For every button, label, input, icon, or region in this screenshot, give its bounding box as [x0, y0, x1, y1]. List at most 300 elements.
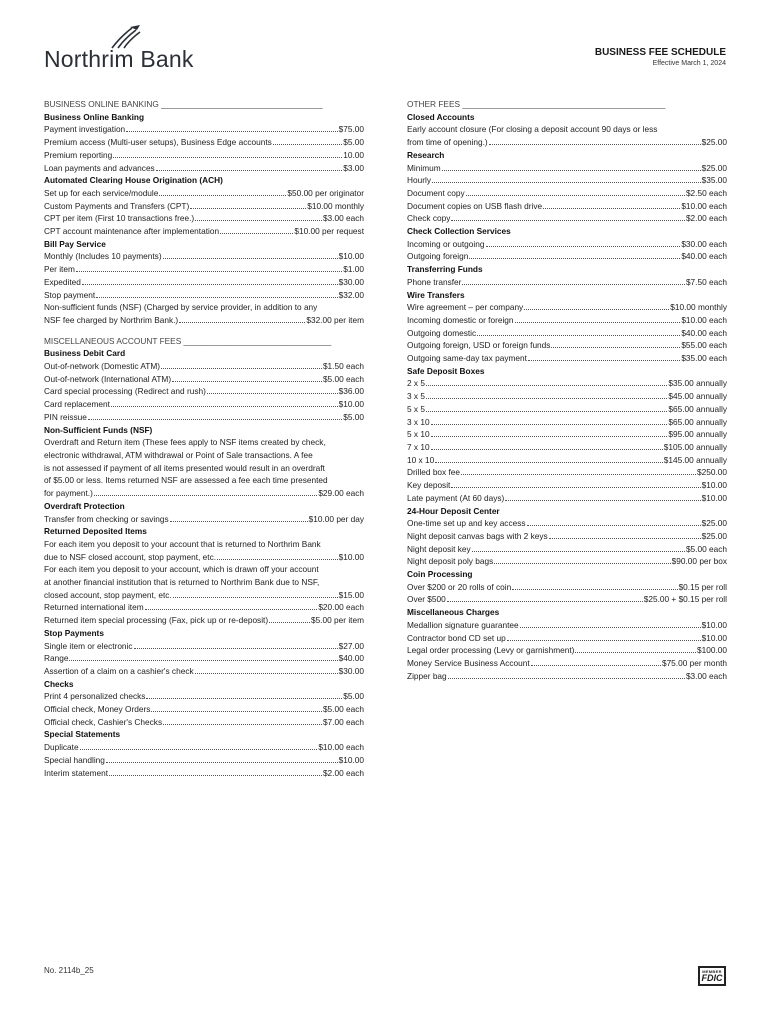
fee-amount: $35.00 [701, 175, 727, 186]
fee-amount: $10.00 each [681, 314, 727, 325]
fee-description-line: at another financial institution that is returned to Northrim Bank due to NSF, [44, 577, 320, 588]
form-number: No. 2114b_25 [44, 966, 94, 975]
fee-amount: $55.00 each [681, 340, 727, 351]
fee-row [44, 741, 364, 754]
fee-amount: $10.00 each [681, 200, 727, 211]
fee-amount: $40.00 each [681, 251, 727, 262]
fee-row [407, 403, 727, 416]
dot-leader [163, 258, 338, 259]
dot-leader [528, 360, 680, 361]
fee-label: Payment investigation [44, 124, 126, 135]
fee-row [44, 716, 364, 729]
fee-label: Outgoing domestic [407, 327, 477, 338]
fee-label: Check copy [407, 213, 451, 224]
fee-amount: $27.00 [338, 640, 364, 651]
fee-row [44, 703, 364, 716]
dot-leader [170, 521, 308, 522]
dot-leader [273, 144, 342, 145]
fdic-member-text: MEMBER [702, 969, 722, 974]
subsection-heading: Transferring Funds [407, 264, 483, 275]
right-column [407, 98, 727, 682]
fee-description-line: Non-sufficient funds (NSF) (Charged by service provider, in addition to any [44, 302, 318, 313]
subsection-heading: Automated Clearing House Origination (ACH) [44, 175, 223, 186]
document-header [595, 47, 726, 67]
dot-leader [477, 335, 680, 336]
dot-leader [447, 601, 643, 602]
dot-leader [159, 195, 286, 196]
fee-amount: $1.00 [343, 264, 364, 275]
subsection-heading: Business Online Banking [44, 111, 145, 122]
fee-label: 5 x 5 [407, 403, 425, 414]
fee-amount: $3.00 [343, 162, 364, 173]
fee-amount: $145.00 annually [663, 454, 727, 465]
fee-row [407, 632, 727, 645]
dot-leader [531, 665, 661, 666]
section-heading: MISCELLANEOUS ACCOUNT FEES ________________________________ [44, 335, 332, 346]
fee-label: One-time set up and key access [407, 518, 526, 529]
dot-leader [543, 208, 680, 209]
fee-label: Over $500 [407, 594, 446, 605]
fee-label: Wire agreement – per company [407, 302, 524, 313]
dot-leader [109, 775, 322, 776]
fee-amount: $25.00 [701, 162, 727, 173]
fee-row [44, 754, 364, 767]
fee-label: 10 x 10 [407, 454, 435, 465]
fee-label: Transfer from checking or savings [44, 513, 169, 524]
fee-description-line: Overdraft and Return item (These fees apply to NSF items created by check, [44, 437, 326, 448]
fee-row [407, 352, 727, 365]
dot-leader [80, 749, 318, 750]
fee-label: Stop payment [44, 289, 96, 300]
dot-leader [76, 271, 342, 272]
subsection-heading: Check Collection Services [407, 226, 511, 237]
fee-row [44, 162, 364, 175]
fee-amount: $2.50 each [685, 187, 727, 198]
fee-amount: $75.00 [338, 124, 364, 135]
fee-label: 2 x 5 [407, 378, 425, 389]
dot-leader [451, 487, 700, 488]
subsection-heading: Overdraft Protection [44, 500, 125, 511]
fee-row [407, 162, 727, 175]
section-heading: BUSINESS ONLINE BANKING ___________________________________ [44, 99, 323, 109]
subsection-heading: Checks [44, 678, 74, 689]
dot-leader [96, 297, 337, 298]
subsection-heading: Non-Sufficient Funds (NSF) [44, 424, 153, 435]
fee-amount: $90.00 per box [671, 556, 727, 567]
dot-leader [432, 182, 701, 183]
fee-row [44, 614, 364, 627]
dot-leader [82, 284, 338, 285]
fee-row [407, 517, 727, 530]
subsection-heading: Special Statements [44, 729, 121, 740]
fee-amount: $5.00 each [322, 704, 364, 715]
fee-row [44, 187, 364, 200]
fee-row [44, 601, 364, 614]
dot-leader [512, 589, 677, 590]
dot-leader [505, 500, 700, 501]
fee-label: 3 x 10 [407, 416, 430, 427]
fee-label: Loan payments and advances [44, 162, 155, 173]
dot-leader [163, 724, 322, 725]
dot-leader [524, 309, 669, 310]
fee-amount: $40.00 [338, 653, 364, 664]
fee-label: Premium reporting [44, 149, 113, 160]
fee-row [407, 327, 727, 340]
fee-amount: $10.00 [701, 619, 727, 630]
dot-leader [549, 538, 701, 539]
fee-description-line: For each item you deposit to your account, which is drawn off your account [44, 564, 319, 575]
fee-amount: $95.00 annually [668, 429, 727, 440]
fee-amount: $0.15 per roll [678, 581, 727, 592]
fee-amount: $2.00 each [322, 767, 364, 778]
fee-amount: $35.00 annually [668, 378, 727, 389]
fee-label: Document copies on USB flash drive [407, 200, 543, 211]
fee-row [407, 200, 727, 213]
fee-label: PIN reissue [44, 411, 87, 422]
fee-label: Per item [44, 264, 75, 275]
fee-amount: $7.50 each [685, 276, 727, 287]
effective-date: Effective March 1, 2024 [652, 60, 726, 67]
fee-row [44, 250, 364, 263]
dot-leader [146, 698, 342, 699]
fee-row [44, 289, 364, 302]
fee-label: Night deposit key [407, 543, 471, 554]
fee-row [44, 149, 364, 162]
fee-amount: $35.00 each [681, 353, 727, 364]
fee-label: closed account, stop payment, etc. [44, 589, 172, 600]
subsection-heading: Business Debit Card [44, 348, 126, 359]
fee-label: Set up for each service/module [44, 187, 159, 198]
dot-leader [462, 284, 685, 285]
dot-leader [448, 678, 685, 679]
fee-label: CPT per item (First 10 transactions free.) [44, 213, 195, 224]
dot-leader [489, 144, 701, 145]
fee-label: Key deposit [407, 480, 451, 491]
fdic-logo [698, 966, 726, 986]
fee-label: Outgoing foreign [407, 251, 469, 262]
left-column [44, 98, 364, 779]
fee-amount: $10.00 [338, 754, 364, 765]
fee-amount: $5.00 each [322, 373, 364, 384]
dot-leader [113, 157, 342, 158]
dot-leader [220, 233, 293, 234]
fee-label: Phone transfer [407, 276, 462, 287]
fee-row [44, 373, 364, 386]
fee-row [407, 670, 727, 683]
fee-amount: $100.00 [697, 645, 727, 656]
fee-amount: $105.00 annually [663, 441, 727, 452]
fee-row [407, 377, 727, 390]
fee-row [407, 390, 727, 403]
fee-label: Zipper bag [407, 670, 447, 681]
fee-row [407, 657, 727, 670]
fee-row [44, 385, 364, 398]
fee-amount: 10.00 [343, 149, 364, 160]
fee-row [407, 301, 727, 314]
fee-amount: $250.00 [697, 467, 727, 478]
fee-row [407, 454, 727, 467]
fee-label: Outgoing same-day tax payment [407, 353, 527, 364]
fee-amount: $10.00 [701, 480, 727, 491]
subsection-heading: Research [407, 149, 445, 160]
fee-label: Legal order processing (Levy or garnishment) [407, 645, 575, 656]
dot-leader [451, 220, 685, 221]
fee-row [407, 581, 727, 594]
fee-label: 7 x 10 [407, 441, 430, 452]
fee-label: Expedited [44, 276, 81, 287]
fee-description-line: is not assessed if payment of all items presented would result in an overdraft [44, 462, 325, 473]
fee-amount: $25.00 [701, 518, 727, 529]
fee-label: Returned item special processing (Fax, pick up or re-deposit) [44, 615, 269, 626]
fee-label: Hourly [407, 175, 431, 186]
fee-amount: $65.00 annually [668, 403, 727, 414]
dot-leader [551, 347, 680, 348]
dot-leader [507, 640, 701, 641]
dot-leader [106, 762, 338, 763]
fee-label: Night deposit canvas bags with 2 keys [407, 530, 548, 541]
dot-leader [195, 673, 338, 674]
dot-leader [431, 424, 668, 425]
fee-description-line: of $5.00 or less. Items returned NSF are assessed a fee each time presented [44, 475, 328, 486]
fee-amount: $5.00 per item [310, 615, 364, 626]
fee-amount: $15.00 [338, 589, 364, 600]
fee-label: 5 x 10 [407, 429, 430, 440]
subsection-heading: Returned Deposited Items [44, 526, 147, 537]
fee-label: from time of opening.) [407, 137, 488, 148]
fee-description-line: Early account closure (For closing a deposit account 90 days or less [407, 124, 658, 135]
dot-leader [172, 381, 322, 382]
fee-label: Document copy [407, 187, 465, 198]
fee-label: for payment.) [44, 488, 93, 499]
fee-amount: $10.00 per request [294, 226, 364, 237]
fee-label: Official check, Cashier's Checks [44, 716, 163, 727]
dot-leader [94, 495, 317, 496]
dot-leader [520, 627, 701, 628]
fee-amount: $5.00 [343, 411, 364, 422]
fee-label: Out-of-network (International ATM) [44, 373, 172, 384]
fee-amount: $30.00 each [681, 238, 727, 249]
fee-amount: $10.00 monthly [670, 302, 727, 313]
dot-leader [431, 449, 663, 450]
fee-row [44, 398, 364, 411]
subsection-heading: Closed Accounts [407, 111, 475, 122]
dot-leader [145, 609, 318, 610]
dot-leader [435, 462, 663, 463]
fee-amount: $25.00 [701, 137, 727, 148]
fee-label: Incoming domestic or foreign [407, 314, 514, 325]
fee-label: Money Service Business Account [407, 657, 530, 668]
fee-row [407, 314, 727, 327]
dot-leader [156, 170, 343, 171]
dot-leader [207, 393, 338, 394]
dot-leader [494, 563, 670, 564]
fee-amount: $20.00 each [318, 602, 364, 613]
fee-amount: $25.00 + $0.15 per roll [643, 594, 727, 605]
fee-row [44, 690, 364, 703]
fee-label: Drilled box fee [407, 467, 461, 478]
fee-label: Outgoing foreign, USD or foreign funds [407, 340, 551, 351]
fee-row [407, 174, 727, 187]
fee-amount: $5.00 [343, 137, 364, 148]
fee-row [44, 513, 364, 526]
fee-row [44, 200, 364, 213]
fee-row [407, 543, 727, 556]
fee-row [44, 487, 364, 500]
fee-amount: $2.00 each [685, 213, 727, 224]
fee-amount: $10.00 per day [308, 513, 364, 524]
fee-label: Out-of-network (Domestic ATM) [44, 361, 161, 372]
subsection-heading: Stop Payments [44, 627, 104, 638]
subsection-heading: Wire Transfers [407, 289, 465, 300]
fee-amount: $1.50 each [322, 361, 364, 372]
section-spacer [44, 327, 364, 335]
dot-leader [472, 551, 685, 552]
fee-row [407, 136, 727, 149]
fee-label: Medallion signature guarantee [407, 619, 519, 630]
fee-amount: $29.00 each [318, 488, 364, 499]
dot-leader [126, 131, 337, 132]
fee-row [44, 136, 364, 149]
fee-amount: $40.00 each [681, 327, 727, 338]
dot-leader [527, 525, 701, 526]
subsection-heading: Safe Deposit Boxes [407, 365, 485, 376]
fee-label: Minimum [407, 162, 441, 173]
northrim-logo [44, 24, 204, 72]
subsection-heading: 24-Hour Deposit Center [407, 505, 500, 516]
fee-label: CPT account maintenance after implementation [44, 226, 220, 237]
fee-amount: $5.00 each [685, 543, 727, 554]
fee-row [407, 644, 727, 657]
fee-label: Interim statement [44, 767, 109, 778]
fee-amount: $10.00 each [318, 742, 364, 753]
fee-amount: $32.00 per item [306, 314, 364, 325]
fee-amount: $10.00 monthly [307, 200, 364, 211]
fee-label: Card replacement [44, 399, 110, 410]
subsection-heading: Coin Processing [407, 569, 473, 580]
fee-row [44, 640, 364, 653]
dot-leader [426, 411, 667, 412]
document-title: BUSINESS FEE SCHEDULE [594, 47, 726, 58]
fee-label: Custom Payments and Transfers (CPT) [44, 200, 190, 211]
fee-amount: $65.00 annually [668, 416, 727, 427]
fee-amount: $5.00 [343, 691, 364, 702]
fee-row [407, 416, 727, 429]
dot-leader [466, 195, 685, 196]
fee-row [407, 212, 727, 225]
fee-row [407, 441, 727, 454]
fee-amount: $10.00 [338, 551, 364, 562]
dot-leader [179, 322, 305, 323]
fee-label: Duplicate [44, 742, 79, 753]
fee-amount: $10.00 [338, 251, 364, 262]
dot-leader [173, 597, 338, 598]
fee-amount: $75.00 per month [661, 657, 727, 668]
fee-row [407, 339, 727, 352]
dot-leader [151, 711, 322, 712]
fee-row [407, 187, 727, 200]
fee-amount: $10.00 [338, 399, 364, 410]
dot-leader [69, 660, 337, 661]
dot-leader [88, 419, 342, 420]
subsection-heading: Bill Pay Service [44, 238, 106, 249]
fee-row [44, 767, 364, 780]
dot-leader [575, 652, 696, 653]
fee-amount: $3.00 each [685, 670, 727, 681]
fee-amount: $10.00 [701, 492, 727, 503]
fee-label: Special handling [44, 754, 105, 765]
fee-amount: $45.00 annually [668, 391, 727, 402]
fee-amount: $36.00 [338, 386, 364, 397]
fee-row [407, 428, 727, 441]
fdic-text: FDIC [701, 973, 723, 983]
fee-label: Late payment (At 60 days) [407, 492, 505, 503]
dot-leader [442, 170, 701, 171]
dot-leader [515, 322, 681, 323]
fee-row [407, 466, 727, 479]
fee-label: Assertion of a claim on a cashier's check [44, 665, 194, 676]
dot-leader [134, 648, 338, 649]
fee-description-line: electronic withdrawal, ATM withdrawal or Point of Sale transactions. A fee [44, 449, 313, 460]
section-heading: OTHER FEES ____________________________________________ [407, 99, 666, 109]
dot-leader [431, 436, 668, 437]
fee-label: Range [44, 653, 69, 664]
fee-row [407, 479, 727, 492]
fee-description-line: For each item you deposit to your account that is returned to Northrim Bank [44, 538, 321, 549]
fee-amount: $25.00 [701, 530, 727, 541]
fee-row [44, 263, 364, 276]
fee-row [407, 555, 727, 568]
dot-leader [190, 208, 306, 209]
fee-label: Monthly (Includes 10 payments) [44, 251, 162, 262]
fee-row [407, 593, 727, 606]
dot-leader [217, 559, 338, 560]
fee-amount: $32.00 [338, 289, 364, 300]
fee-label: Returned international item [44, 602, 144, 613]
fee-row [44, 652, 364, 665]
fee-row [44, 411, 364, 424]
fee-amount: $30.00 [338, 276, 364, 287]
fee-row [44, 276, 364, 289]
dot-leader [486, 246, 681, 247]
fee-label: Contractor bond CD set up [407, 632, 506, 643]
fee-label: Print 4 personalized checks [44, 691, 146, 702]
fee-label: NSF fee charged by Northrim Bank.) [44, 314, 179, 325]
fee-row [44, 589, 364, 602]
fee-amount: $7.00 each [322, 716, 364, 727]
dot-leader [195, 220, 322, 221]
dot-leader [469, 258, 680, 259]
dot-leader [426, 385, 667, 386]
dot-leader [461, 474, 696, 475]
fee-row [44, 665, 364, 678]
fee-label: Over $200 or 20 rolls of coin [407, 581, 512, 592]
fee-row [44, 314, 364, 327]
fee-row [407, 530, 727, 543]
fee-row [44, 360, 364, 373]
dot-leader [269, 622, 310, 623]
fee-label: Single item or electronic [44, 640, 133, 651]
fee-amount: $50.00 per originator [287, 187, 364, 198]
fee-row [44, 212, 364, 225]
fee-amount: $30.00 [338, 665, 364, 676]
fee-label: due to NSF closed account, stop payment, etc. [44, 551, 217, 562]
fee-label: Premium access (Multi-user setups), Business Edge accounts [44, 137, 272, 148]
dot-leader [111, 406, 338, 407]
fee-row [407, 276, 727, 289]
fee-amount: $3.00 each [322, 213, 364, 224]
fee-label: Night deposit poly bags [407, 556, 494, 567]
fee-row [407, 238, 727, 251]
